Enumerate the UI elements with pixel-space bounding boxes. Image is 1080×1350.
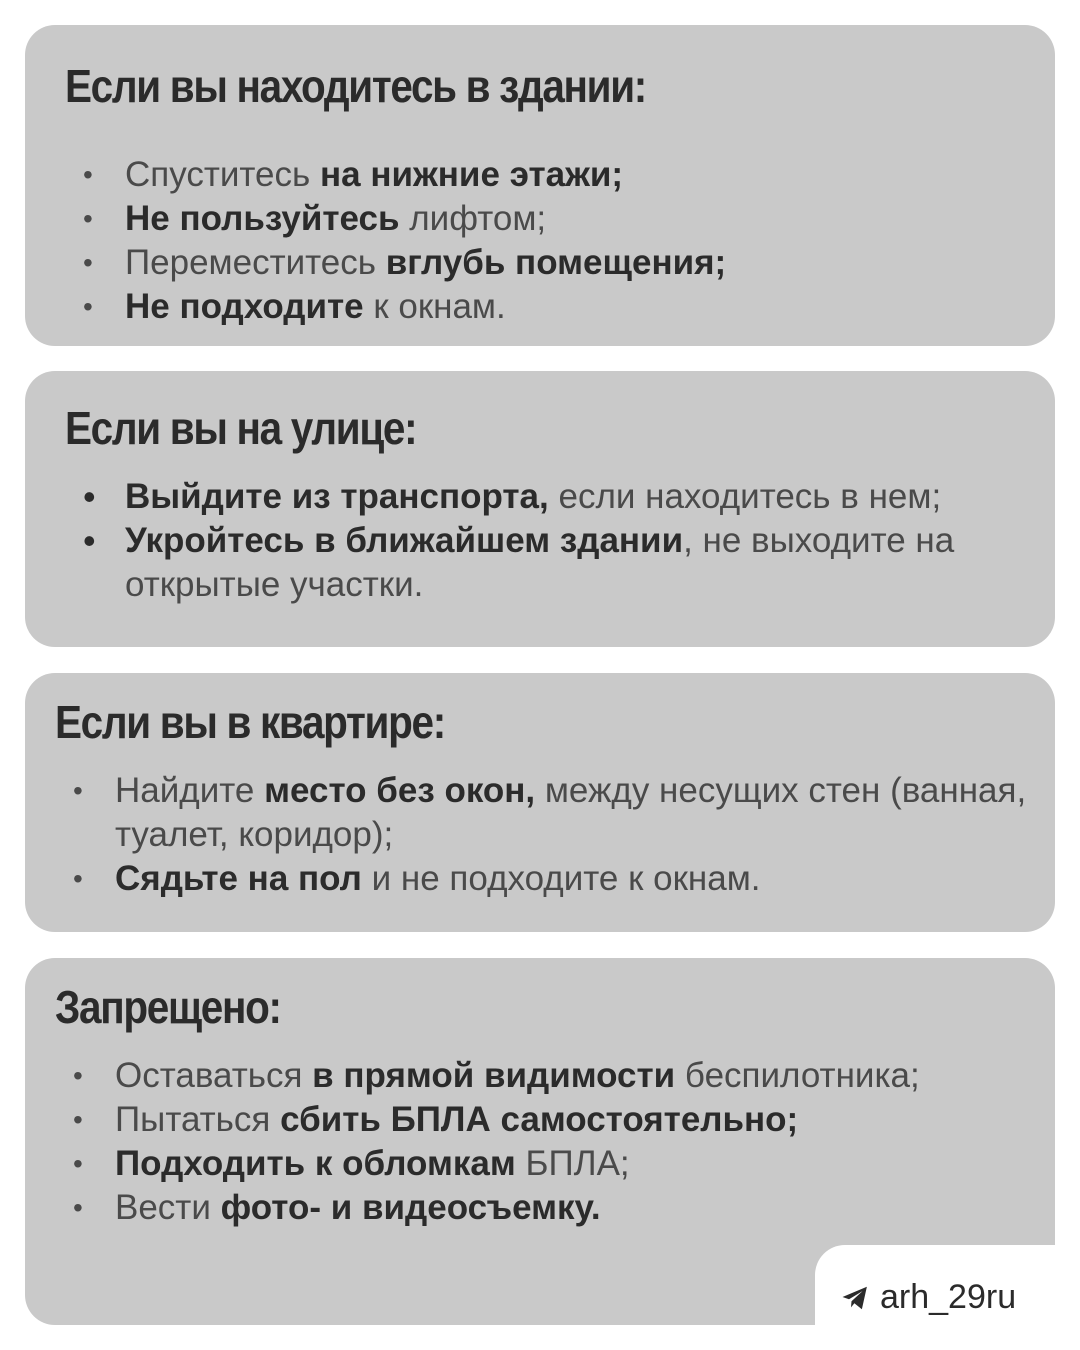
channel-handle: arh_29ru bbox=[880, 1278, 1017, 1316]
list-item bbox=[55, 1142, 1035, 1186]
list-item bbox=[55, 1098, 1035, 1142]
list-item bbox=[55, 857, 1035, 901]
section-list bbox=[65, 475, 1035, 607]
emphasis-text: Укройтесь в ближайшем здании bbox=[125, 521, 684, 560]
plain-text: Пытаться bbox=[115, 1100, 281, 1139]
bullet-icon: • bbox=[73, 1104, 83, 1135]
list-item bbox=[65, 153, 1035, 197]
section-list bbox=[55, 1054, 1035, 1230]
plain-text: Переместитесь bbox=[125, 243, 386, 282]
section-in-apartment bbox=[25, 673, 1055, 932]
plain-text: и не подходите к окнам. bbox=[361, 859, 761, 898]
emphasis-text: Выйдите из транспорта, bbox=[125, 477, 549, 516]
bullet-icon: • bbox=[73, 863, 83, 894]
emphasis-text: сбить БПЛА самостоятельно; bbox=[280, 1100, 799, 1139]
bullet-icon: • bbox=[83, 520, 96, 561]
bullet-icon: • bbox=[83, 159, 93, 190]
list-item bbox=[65, 475, 1035, 519]
plain-text: лифтом; bbox=[399, 199, 547, 238]
bullet-icon: • bbox=[83, 203, 93, 234]
plain-text: к окнам. bbox=[363, 287, 506, 326]
emphasis-text: на нижние этажи; bbox=[319, 155, 624, 194]
emphasis-text: фото- и видеосъемку. bbox=[220, 1188, 601, 1227]
bullet-icon: • bbox=[73, 775, 83, 806]
section-in-building bbox=[25, 25, 1055, 346]
plain-text: Спуститесь bbox=[125, 155, 320, 194]
plain-text: Вести bbox=[115, 1188, 221, 1227]
telegram-icon bbox=[840, 1283, 870, 1313]
emphasis-text: в прямой видимости bbox=[312, 1056, 676, 1095]
section-title: Запрещено: bbox=[55, 981, 281, 1033]
bullet-icon: • bbox=[83, 291, 93, 322]
plain-text: , не выходите на открытые участки. bbox=[125, 521, 955, 604]
list-item bbox=[65, 285, 1035, 329]
section-on-street bbox=[25, 371, 1055, 647]
plain-text: Найдите bbox=[115, 771, 265, 810]
emphasis-text: Сядьте на пол bbox=[115, 859, 362, 898]
emphasis-text: Не пользуйтесь bbox=[125, 199, 400, 238]
plain-text: Оставаться bbox=[115, 1056, 313, 1095]
section-title: Если вы в квартире: bbox=[55, 696, 445, 748]
section-title: Если вы на улице: bbox=[65, 402, 417, 454]
list-item bbox=[55, 1186, 1035, 1230]
list-item bbox=[65, 519, 1035, 607]
channel-tag[interactable] bbox=[815, 1245, 1060, 1350]
bullet-icon: • bbox=[73, 1148, 83, 1179]
emphasis-text: вглубь помещения; bbox=[385, 243, 727, 282]
plain-text: если находитесь в нем; bbox=[548, 477, 942, 516]
plain-text: беспилотника; bbox=[675, 1056, 920, 1095]
bullet-icon: • bbox=[73, 1192, 83, 1223]
emphasis-text: место без окон, bbox=[264, 771, 536, 810]
list-item bbox=[55, 769, 1035, 857]
section-list bbox=[65, 153, 1035, 329]
emphasis-text: Подходить к обломкам bbox=[115, 1144, 516, 1183]
bullet-icon: • bbox=[73, 1060, 83, 1091]
list-item bbox=[55, 1054, 1035, 1098]
section-list bbox=[55, 769, 1035, 901]
bullet-icon: • bbox=[83, 247, 93, 278]
plain-text: между несущих стен (ванная, туалет, коридор); bbox=[115, 771, 1027, 854]
section-title: Если вы находитесь в здании: bbox=[65, 60, 646, 112]
bullet-icon: • bbox=[83, 476, 96, 517]
list-item bbox=[65, 197, 1035, 241]
emphasis-text: Не подходите bbox=[125, 287, 364, 326]
plain-text: БПЛА; bbox=[515, 1144, 630, 1183]
list-item bbox=[65, 241, 1035, 285]
